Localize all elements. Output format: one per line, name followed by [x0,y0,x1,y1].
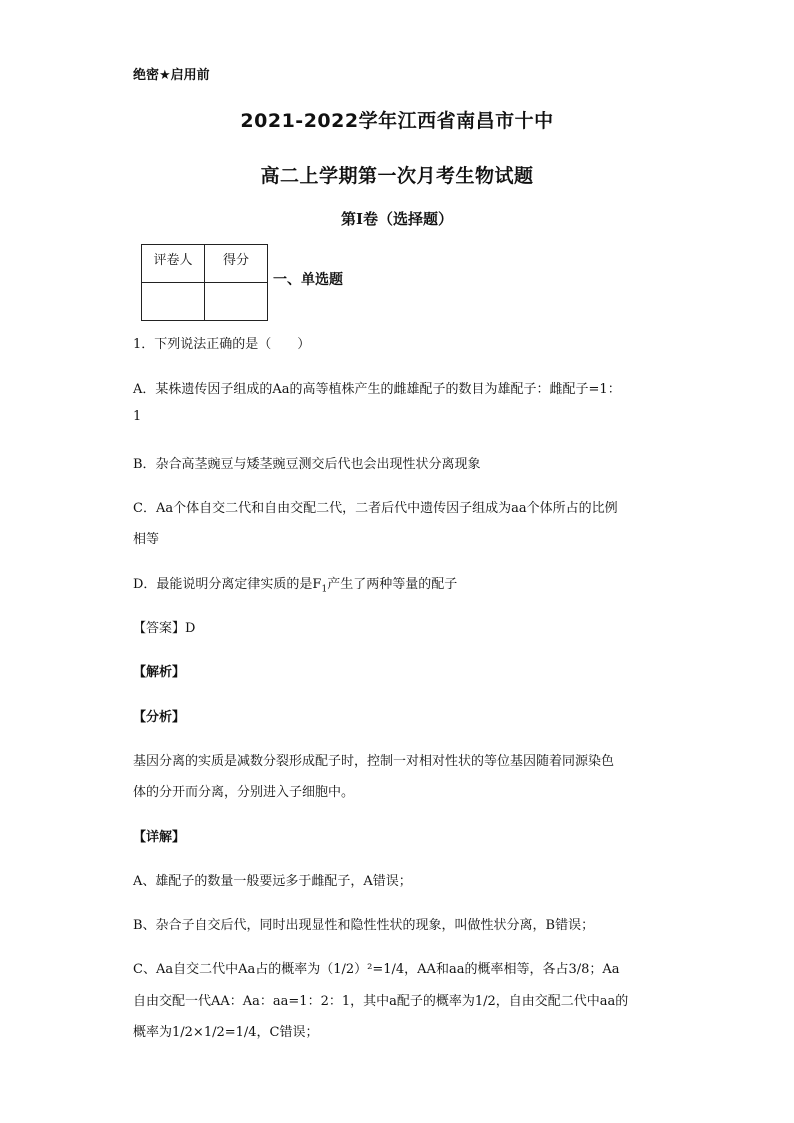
fenxi-label: 【分析】 [133,710,186,725]
exam-title-line2: 高二上学期第一次月考生物试题 [260,165,534,187]
detail-b: B、杂合子自交后代，同时出现显性和隐性性状的现象，叫做性状分离，B错误； [133,918,595,933]
option-d [133,573,457,595]
fenxi-line1: 基因分离的实质是减数分裂形成配子时，控制一对相对性状的等位基因随着同源染色 [133,754,615,769]
score-header: 得分 [205,245,268,283]
option-b: B．杂合高茎豌豆与矮茎豌豆测交后代也会出现性状分离现象 [133,457,481,472]
grader-header: 评卷人 [142,245,205,283]
exam-title-line1: 2021-2022学年江西省南昌市十中 [240,110,554,132]
volume-heading: 第I卷（选择题） [340,210,454,228]
fenxi-line2: 体的分开而分离，分别进入子细胞中。 [133,785,355,800]
option-a-line1: A．某株遗传因子组成的Aa的高等植株产生的雌雄配子的数目为雄配子：雌配子=1： [133,382,621,397]
analysis-label: 【解析】 [133,665,186,680]
option-c-line2: 相等 [133,532,160,547]
option-d-text: D．最能说明分离定律实质的是F [133,577,322,592]
score-cell [205,283,268,321]
question-stem: 1．下列说法正确的是（ ） [133,337,311,352]
grader-cell [142,283,205,321]
confidential-mark: 绝密★启用前 [133,68,210,83]
score-table [141,244,268,321]
detail-c-line1: C、Aa自交二代中Aa占的概率为（1/2）²=1/4，AA和aa的概率相等，各占3/8；Aa [133,962,620,977]
detail-a: A、雄配子的数量一般要远多于雌配子，A错误； [133,874,412,889]
detail-c-line2: 自由交配一代AA：Aa：aa=1：2：1，其中a配子的概率为1/2，自由交配二代中aa的 [133,994,629,1009]
detail-c-line3: 概率为1/2×1/2=1/4，C错误； [133,1025,319,1040]
answer-line: 【答案】D [133,621,196,636]
option-a-line2: 1 [133,409,142,424]
detail-label: 【详解】 [133,830,186,845]
section-title: 一、单选题 [273,272,343,288]
option-d-subscript: 1 [321,584,328,595]
option-d-text-end: 产生了两种等量的配子 [327,577,458,592]
option-c-line1: C．Aa个体自交二代和自由交配二代，二者后代中遗传因子组成为aa个体所占的比例 [133,501,618,516]
